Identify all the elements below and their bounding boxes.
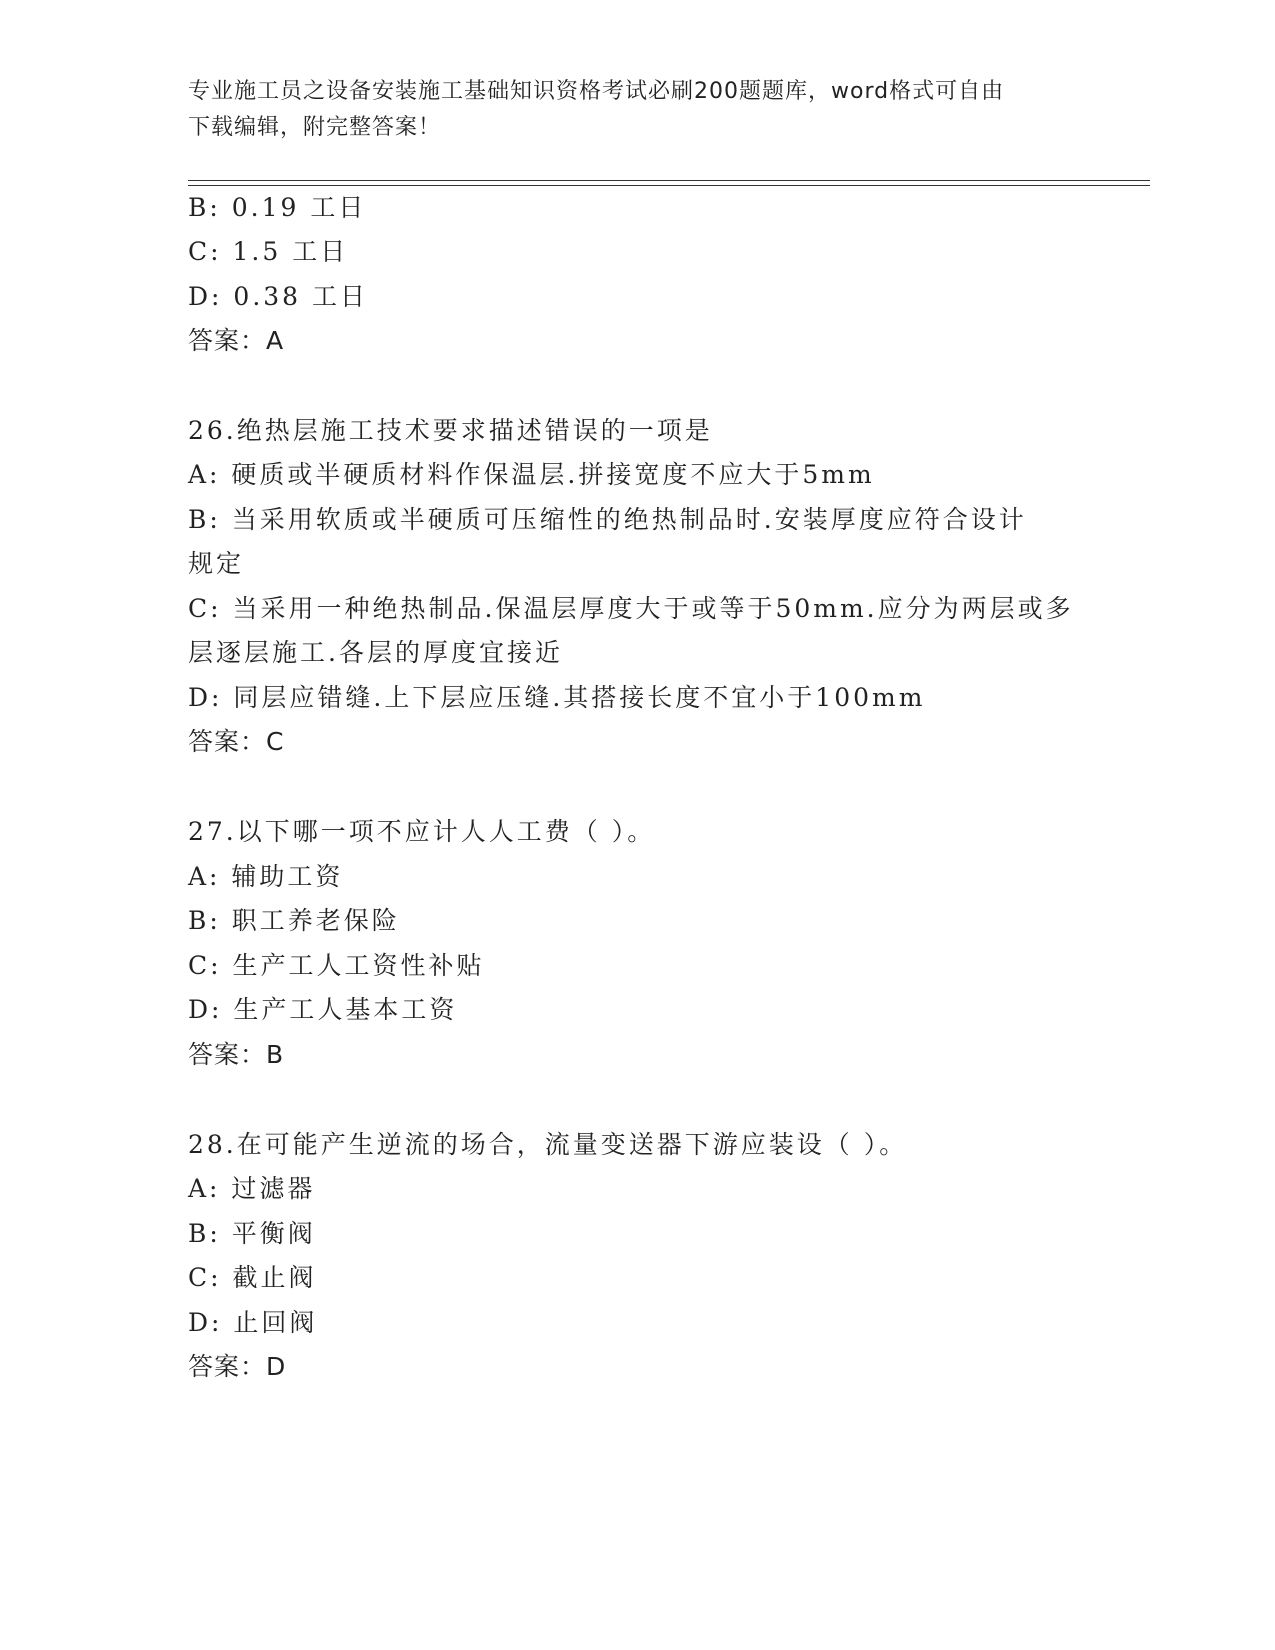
document-header [188, 74, 1068, 146]
q26-answer: 答案：C [188, 727, 285, 756]
q25-option-c: C: 1.5 工日 [188, 237, 349, 266]
q26-option-c: C: 当采用一种绝热制品.保温层厚度大于或等于50mm.应分为两层或多 [188, 594, 1074, 623]
q28-option-b: B: 平衡阀 [188, 1219, 316, 1248]
q26-option-a: A: 硬质或半硬质材料作保温层.拼接宽度不应大于5mm [188, 460, 875, 489]
header-divider-bottom [188, 185, 1150, 186]
q28-question: 28.在可能产生逆流的场合，流量变送器下游应装设（ ）。 [188, 1130, 908, 1159]
q26-option-d: D: 同层应错缝.上下层应压缝.其搭接长度不宜小于100mm [188, 683, 926, 712]
header-line-1: 专业施工员之设备安装施工基础知识资格考试必刷200题题库，word格式可自由 [188, 79, 1005, 104]
q26-question: 26.绝热层施工技术要求描述错误的一项是 [188, 416, 713, 445]
q28-answer: 答案：D [188, 1352, 287, 1381]
q26-option-b: B: 当采用软质或半硬质可压缩性的绝热制品时.安装厚度应符合设计 [188, 505, 1027, 534]
q25-answer: 答案：A [188, 326, 285, 355]
header-divider-top [188, 180, 1150, 181]
q25-option-b: B: 0.19 工日 [188, 193, 367, 222]
q27-question: 27.以下哪一项不应计人人工费（ ）。 [188, 817, 656, 846]
q27-option-b: B: 职工养老保险 [188, 906, 400, 935]
q28-option-d: D: 止回阀 [188, 1308, 318, 1337]
q26-option-c-cont: 层逐层施工.各层的厚度宜接近 [188, 638, 563, 667]
q27-option-c: C: 生产工人工资性补贴 [188, 951, 485, 980]
q25-option-d: D: 0.38 工日 [188, 282, 369, 311]
header-line-2: 下载编辑，附完整答案！ [188, 115, 442, 140]
q28-option-c: C: 截止阀 [188, 1263, 317, 1292]
q27-option-d: D: 生产工人基本工资 [188, 995, 458, 1024]
q27-option-a: A: 辅助工资 [188, 862, 344, 891]
q28-option-a: A: 过滤器 [188, 1174, 316, 1203]
q27-answer: 答案：B [188, 1040, 285, 1069]
q26-option-b-cont: 规定 [188, 549, 245, 578]
